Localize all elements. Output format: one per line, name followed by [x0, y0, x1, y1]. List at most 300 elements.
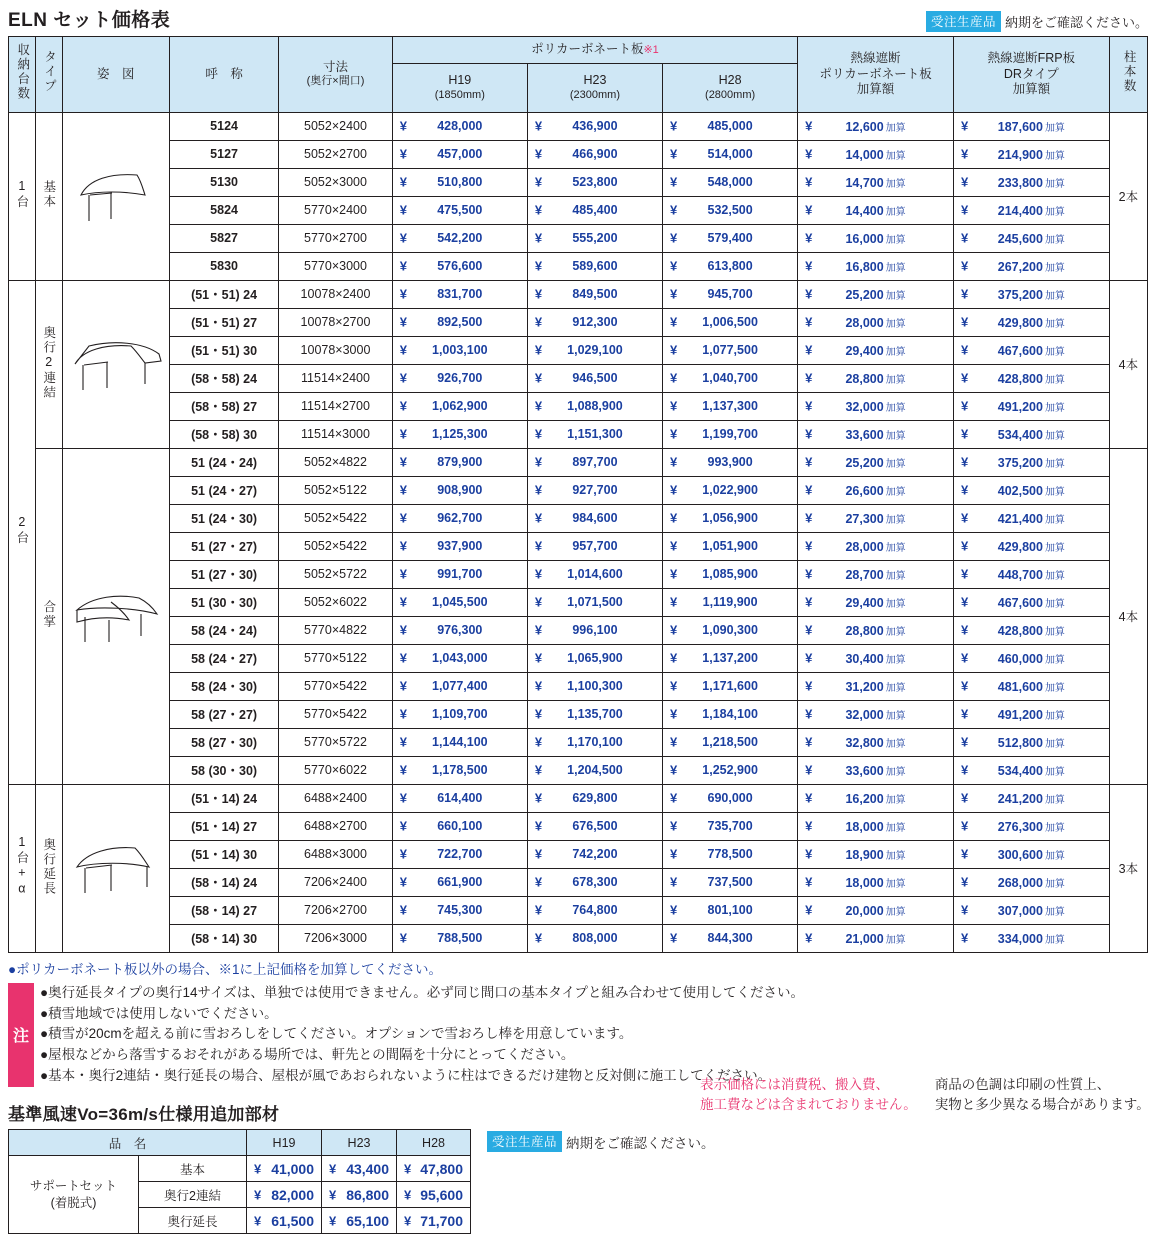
section2-note — [487, 1129, 715, 1152]
cell-add-heat-poly: ¥ 28,000 加算 — [798, 308, 954, 336]
table-row — [9, 588, 1148, 616]
cell-capacity: 2台 — [9, 280, 36, 784]
table-row — [9, 364, 1148, 392]
cell-add-heat-frp: ¥ 334,000 加算 — [953, 924, 1109, 952]
support-row — [9, 1156, 471, 1182]
cell-price-h28: ¥ 737,500 — [663, 868, 798, 896]
cell-dimension: 5770×5722 — [279, 728, 392, 756]
caution-item: ●積雪地域では使用しないでください。 — [40, 1005, 278, 1021]
cell-add-heat-frp: ¥ 534,400 加算 — [953, 756, 1109, 784]
cell-price-h23: ¥ 678,300 — [527, 868, 662, 896]
cell-price-h19: ¥ 745,300 — [392, 896, 527, 924]
table-row — [9, 532, 1148, 560]
caution-list — [34, 983, 804, 1088]
cell-price-h28: ¥ 579,400 — [663, 224, 798, 252]
cell-add-heat-poly: ¥ 29,400 加算 — [798, 336, 954, 364]
cell-dimension: 5770×2700 — [279, 224, 392, 252]
cell-name: (58・58) 27 — [169, 392, 278, 420]
cell-price-h23: ¥ 485,400 — [527, 196, 662, 224]
th-heat-frp: 熱線遮断FRP板 DRタイプ 加算額 — [953, 37, 1109, 113]
cell-dimension: 5052×5722 — [279, 560, 392, 588]
cell-name: (51・14) 30 — [169, 840, 278, 868]
cell-price-h28: ¥ 532,500 — [663, 196, 798, 224]
table-row — [9, 560, 1148, 588]
cell-price-h19: ¥ 1,144,100 — [392, 728, 527, 756]
cell-add-heat-poly: ¥ 33,600 加算 — [798, 756, 954, 784]
th-name: 呼 称 — [169, 37, 278, 113]
cell-add-heat-frp: ¥ 307,000 加算 — [953, 896, 1109, 924]
cell-price-h23: ¥ 1,135,700 — [527, 700, 662, 728]
cell-price-h28: ¥ 690,000 — [663, 784, 798, 812]
cell-name: 51 (24・27) — [169, 476, 278, 504]
cell-add-heat-frp: ¥ 460,000 加算 — [953, 644, 1109, 672]
cell-dimension: 11514×2700 — [279, 392, 392, 420]
table-row — [9, 420, 1148, 448]
status-badge: 受注生産品 — [926, 11, 1001, 32]
th-heat-poly: 熱線遮断 ポリカーボネート板 加算額 — [798, 37, 954, 113]
cell-name: 5827 — [169, 224, 278, 252]
cell-name: (58・14) 27 — [169, 896, 278, 924]
cell-add-heat-poly: ¥ 28,800 加算 — [798, 616, 954, 644]
cell-dimension: 6488×2400 — [279, 784, 392, 812]
caution-item: ●奥行延長タイプの奥行14サイズは、単独では使用できません。必ず同じ間口の基本タイプと組み合わせて使用してください。 — [40, 984, 805, 1000]
cell-add-heat-frp: ¥ 276,300 加算 — [953, 812, 1109, 840]
cell-price-h19: ¥ 788,500 — [392, 924, 527, 952]
cell-price-h19: ¥ 1,178,500 — [392, 756, 527, 784]
cell-dimension: 10078×2400 — [279, 280, 392, 308]
th-sup-h23: H23 — [322, 1130, 397, 1156]
th-dimension: 寸法 (奥行×間口) — [279, 37, 392, 113]
cell-pillars: 2本 — [1109, 112, 1147, 280]
cell-name: 51 (24・24) — [169, 448, 278, 476]
support-set-body — [9, 1156, 471, 1234]
cell-add-heat-frp: ¥ 491,200 加算 — [953, 392, 1109, 420]
cell-price-h28: ¥ 844,300 — [663, 924, 798, 952]
cell-price-h23: ¥ 523,800 — [527, 168, 662, 196]
cell-name: 51 (27・27) — [169, 532, 278, 560]
poly-note-text: ●ポリカーボネート板以外の場合、※1に上記価格を加算してください。 — [8, 961, 443, 977]
cell-name: 58 (27・30) — [169, 728, 278, 756]
cell-type: 合掌 — [35, 448, 62, 784]
cell-name: 5830 — [169, 252, 278, 280]
cell-dimension: 5052×2700 — [279, 140, 392, 168]
cell-dimension: 5770×6022 — [279, 756, 392, 784]
cell-price-h23: ¥ 555,200 — [527, 224, 662, 252]
cell-add-heat-frp: ¥ 429,800 加算 — [953, 532, 1109, 560]
cell-pillars: 3本 — [1109, 784, 1147, 952]
table-row — [9, 896, 1148, 924]
cell-price-h28: ¥ 485,000 — [663, 112, 798, 140]
cell-dimension: 7206×2400 — [279, 868, 392, 896]
cell-price-h19: ¥ 457,000 — [392, 140, 527, 168]
cell-price-h23: ¥ 1,065,900 — [527, 644, 662, 672]
cell-add-heat-frp: ¥ 214,400 加算 — [953, 196, 1109, 224]
cell-add-heat-poly: ¥ 25,200 加算 — [798, 280, 954, 308]
cell-price-h19: ¥ 976,300 — [392, 616, 527, 644]
table-row — [9, 784, 1148, 812]
cell-add-heat-poly: ¥ 16,800 加算 — [798, 252, 954, 280]
cell-dimension: 5052×6022 — [279, 588, 392, 616]
cell-price-h28: ¥ 1,171,600 — [663, 672, 798, 700]
cell-dimension: 5052×2400 — [279, 112, 392, 140]
table-row — [9, 868, 1148, 896]
cell-add-heat-poly: ¥ 16,200 加算 — [798, 784, 954, 812]
table-row — [9, 448, 1148, 476]
figure-cell — [62, 112, 169, 280]
cell-price-h23: ¥ 996,100 — [527, 616, 662, 644]
cell-add-heat-frp: ¥ 268,000 加算 — [953, 868, 1109, 896]
cell-add-heat-poly: ¥ 29,400 加算 — [798, 588, 954, 616]
cell-dimension: 5770×4822 — [279, 616, 392, 644]
cell-support-type: 基本 — [139, 1156, 247, 1182]
cell-add-heat-frp: ¥ 429,800 加算 — [953, 308, 1109, 336]
cell-dimension: 5052×5122 — [279, 476, 392, 504]
cell-dimension: 11514×2400 — [279, 364, 392, 392]
cell-price-h19: ¥ 576,600 — [392, 252, 527, 280]
cell-price-h19: ¥ 1,109,700 — [392, 700, 527, 728]
cell-add-heat-poly: ¥ 30,400 加算 — [798, 644, 954, 672]
cell-price-h23: ¥ 436,900 — [527, 112, 662, 140]
table-row — [9, 672, 1148, 700]
cell-price-h19: ¥ 1,045,500 — [392, 588, 527, 616]
cell-add-heat-frp: ¥ 467,600 加算 — [953, 336, 1109, 364]
table-row — [9, 168, 1148, 196]
cell-name: 5124 — [169, 112, 278, 140]
cell-add-heat-poly: ¥ 27,300 加算 — [798, 504, 954, 532]
cell-add-heat-frp: ¥ 428,800 加算 — [953, 616, 1109, 644]
cell-dimension: 5052×3000 — [279, 168, 392, 196]
cell-add-heat-frp: ¥ 245,600 加算 — [953, 224, 1109, 252]
cell-price-h28: ¥ 1,137,200 — [663, 644, 798, 672]
cell-pillars: 4本 — [1109, 280, 1147, 448]
cell-type: 基本 — [35, 112, 62, 280]
cell-price-h28: ¥ 548,000 — [663, 168, 798, 196]
table-row — [9, 700, 1148, 728]
cell-name: (51・14) 27 — [169, 812, 278, 840]
cell-dimension: 5770×5422 — [279, 672, 392, 700]
cell-add-heat-poly: ¥ 14,000 加算 — [798, 140, 954, 168]
cell-add-heat-poly: ¥ 25,200 加算 — [798, 448, 954, 476]
cell-price-h23: ¥ 1,151,300 — [527, 420, 662, 448]
cell-price-h19: ¥ 542,200 — [392, 224, 527, 252]
cell-add-heat-poly: ¥ 16,000 加算 — [798, 224, 954, 252]
footnote-tax: 表示価格には消費税、搬入費、 施工費などは含まれておりません。 — [700, 1077, 917, 1113]
cell-name: (58・58) 24 — [169, 364, 278, 392]
cell-add-heat-poly: ¥ 18,000 加算 — [798, 812, 954, 840]
table-row — [9, 644, 1148, 672]
cell-dimension: 10078×3000 — [279, 336, 392, 364]
section2-wrap — [8, 1129, 1148, 1234]
cell-name: 58 (24・30) — [169, 672, 278, 700]
cell-name: 5824 — [169, 196, 278, 224]
cell-price-h28: ¥ 801,100 — [663, 896, 798, 924]
cell-dimension: 7206×3000 — [279, 924, 392, 952]
cell-name: 58 (24・27) — [169, 644, 278, 672]
table-row — [9, 476, 1148, 504]
cell-price-h23: ¥ 1,170,100 — [527, 728, 662, 756]
cell-support-set-label: サポートセット (着脱式) — [9, 1156, 139, 1234]
cell-price-h28: ¥ 1,199,700 — [663, 420, 798, 448]
cell-support-h28: ¥ 95,600 — [397, 1182, 471, 1208]
table-row — [9, 140, 1148, 168]
cell-add-heat-poly: ¥ 32,800 加算 — [798, 728, 954, 756]
cell-add-heat-frp: ¥ 512,800 加算 — [953, 728, 1109, 756]
cell-name: (51・51) 24 — [169, 280, 278, 308]
th-item-name: 品 名 — [9, 1130, 247, 1156]
status-badge-2: 受注生産品 — [487, 1131, 562, 1152]
table-row — [9, 812, 1148, 840]
cell-add-heat-poly: ¥ 28,700 加算 — [798, 560, 954, 588]
cell-name: 51 (30・30) — [169, 588, 278, 616]
cell-price-h23: ¥ 946,500 — [527, 364, 662, 392]
cell-price-h23: ¥ 808,000 — [527, 924, 662, 952]
cell-add-heat-poly: ¥ 21,000 加算 — [798, 924, 954, 952]
cell-support-h28: ¥ 71,700 — [397, 1208, 471, 1234]
cell-price-h23: ¥ 1,088,900 — [527, 392, 662, 420]
cell-name: 5130 — [169, 168, 278, 196]
th-sup-h19: H19 — [247, 1130, 322, 1156]
cell-add-heat-frp: ¥ 421,400 加算 — [953, 504, 1109, 532]
cell-dimension: 5770×2400 — [279, 196, 392, 224]
table-row — [9, 392, 1148, 420]
delivery-note: 納期をご確認ください。 — [1004, 15, 1148, 30]
cell-support-type: 奥行延長 — [139, 1208, 247, 1234]
cell-name: (58・14) 30 — [169, 924, 278, 952]
cell-price-h19: ¥ 510,800 — [392, 168, 527, 196]
cell-add-heat-poly: ¥ 28,800 加算 — [798, 364, 954, 392]
price-table — [8, 36, 1148, 953]
cell-price-h19: ¥ 1,003,100 — [392, 336, 527, 364]
cell-support-type: 奥行2連結 — [139, 1182, 247, 1208]
cell-price-h28: ¥ 778,500 — [663, 840, 798, 868]
th-type: タイプ — [35, 37, 62, 113]
title-row — [8, 6, 1148, 32]
cell-price-h23: ¥ 849,500 — [527, 280, 662, 308]
poly-note-line — [8, 958, 1148, 978]
cell-add-heat-poly: ¥ 20,000 加算 — [798, 896, 954, 924]
cell-name: 5127 — [169, 140, 278, 168]
th-h28: H28 (2800mm) — [663, 63, 798, 112]
cell-add-heat-frp: ¥ 375,200 加算 — [953, 448, 1109, 476]
table-row — [9, 924, 1148, 952]
table-row — [9, 280, 1148, 308]
cell-add-heat-poly: ¥ 14,400 加算 — [798, 196, 954, 224]
cell-add-heat-poly: ¥ 31,200 加算 — [798, 672, 954, 700]
cell-price-h19: ¥ 1,062,900 — [392, 392, 527, 420]
cell-add-heat-frp: ¥ 187,600 加算 — [953, 112, 1109, 140]
cell-add-heat-poly: ¥ 33,600 加算 — [798, 420, 954, 448]
cell-price-h23: ¥ 912,300 — [527, 308, 662, 336]
cell-dimension: 5052×5422 — [279, 532, 392, 560]
cell-name: 58 (30・30) — [169, 756, 278, 784]
cell-name: 51 (24・30) — [169, 504, 278, 532]
cell-name: 58 (27・27) — [169, 700, 278, 728]
cell-name: 58 (24・24) — [169, 616, 278, 644]
cell-add-heat-frp: ¥ 467,600 加算 — [953, 588, 1109, 616]
caution-block — [8, 983, 1148, 1088]
cell-price-h28: ¥ 1,056,900 — [663, 504, 798, 532]
figure-cell — [62, 280, 169, 448]
table-row — [9, 252, 1148, 280]
figure-cell — [62, 784, 169, 952]
cell-price-h28: ¥ 613,800 — [663, 252, 798, 280]
cell-dimension: 6488×2700 — [279, 812, 392, 840]
cell-name: 51 (27・30) — [169, 560, 278, 588]
cell-add-heat-frp: ¥ 491,200 加算 — [953, 700, 1109, 728]
th-sup-h28: H28 — [397, 1130, 471, 1156]
cell-price-h19: ¥ 1,043,000 — [392, 644, 527, 672]
support-set-table — [8, 1129, 471, 1234]
cell-add-heat-frp: ¥ 267,200 加算 — [953, 252, 1109, 280]
cell-price-h23: ¥ 1,100,300 — [527, 672, 662, 700]
cell-add-heat-poly: ¥ 32,000 加算 — [798, 392, 954, 420]
cell-price-h23: ¥ 1,014,600 — [527, 560, 662, 588]
th-figure: 姿 図 — [62, 37, 169, 113]
table-row — [9, 840, 1148, 868]
cell-price-h19: ¥ 991,700 — [392, 560, 527, 588]
cell-price-h23: ¥ 984,600 — [527, 504, 662, 532]
cell-price-h28: ¥ 1,006,500 — [663, 308, 798, 336]
cell-price-h19: ¥ 475,500 — [392, 196, 527, 224]
cell-price-h19: ¥ 926,700 — [392, 364, 527, 392]
cell-price-h19: ¥ 660,100 — [392, 812, 527, 840]
cell-name: (51・51) 27 — [169, 308, 278, 336]
cell-dimension: 5770×3000 — [279, 252, 392, 280]
cell-price-h23: ¥ 1,204,500 — [527, 756, 662, 784]
cell-pillars: 4本 — [1109, 448, 1147, 784]
cell-price-h19: ¥ 962,700 — [392, 504, 527, 532]
cell-price-h28: ¥ 735,700 — [663, 812, 798, 840]
cell-price-h19: ¥ 908,900 — [392, 476, 527, 504]
figure-cell — [62, 448, 169, 784]
th-poly-group: ポリカーボネート板※1 — [392, 37, 797, 64]
cell-add-heat-frp: ¥ 481,600 加算 — [953, 672, 1109, 700]
cell-dimension: 5052×5422 — [279, 504, 392, 532]
cell-dimension: 7206×2700 — [279, 896, 392, 924]
cell-type: 奥行延長 — [35, 784, 62, 952]
cell-price-h23: ¥ 897,700 — [527, 448, 662, 476]
caution-tag: 注 — [8, 983, 34, 1088]
cell-dimension: 11514×3000 — [279, 420, 392, 448]
section2-title: 基準風速Vo=36m/s仕様用追加部材 — [8, 1105, 280, 1125]
table-row — [9, 504, 1148, 532]
cell-price-h19: ¥ 661,900 — [392, 868, 527, 896]
cell-price-h19: ¥ 1,077,400 — [392, 672, 527, 700]
cell-add-heat-poly: ¥ 26,600 加算 — [798, 476, 954, 504]
table-row — [9, 336, 1148, 364]
cell-price-h23: ¥ 764,800 — [527, 896, 662, 924]
footnote-color: 商品の色調は印刷の性質上、 実物と多少異なる場合があります。 — [934, 1077, 1150, 1113]
cell-price-h23: ¥ 957,700 — [527, 532, 662, 560]
cell-price-h19: ¥ 428,000 — [392, 112, 527, 140]
caution-item: ●屋根などから落雪するおそれがある場所では、軒先との間隔を十分にとってください。 — [40, 1047, 575, 1063]
cell-price-h28: ¥ 993,900 — [663, 448, 798, 476]
cell-price-h28: ¥ 1,137,300 — [663, 392, 798, 420]
cell-price-h23: ¥ 1,071,500 — [527, 588, 662, 616]
cell-add-heat-poly: ¥ 14,700 加算 — [798, 168, 954, 196]
cell-add-heat-frp: ¥ 214,900 加算 — [953, 140, 1109, 168]
table-row — [9, 728, 1148, 756]
cell-dimension: 5770×5422 — [279, 700, 392, 728]
cell-price-h19: ¥ 879,900 — [392, 448, 527, 476]
cell-price-h28: ¥ 945,700 — [663, 280, 798, 308]
cell-add-heat-poly: ¥ 18,900 加算 — [798, 840, 954, 868]
cell-add-heat-poly: ¥ 18,000 加算 — [798, 868, 954, 896]
cell-add-heat-poly: ¥ 12,600 加算 — [798, 112, 954, 140]
cell-price-h28: ¥ 514,000 — [663, 140, 798, 168]
price-table-body — [9, 112, 1148, 952]
cell-support-h19: ¥ 61,500 — [247, 1208, 322, 1234]
cell-name: (51・51) 30 — [169, 336, 278, 364]
cell-add-heat-poly: ¥ 28,000 加算 — [798, 532, 954, 560]
cell-name: (58・58) 30 — [169, 420, 278, 448]
cell-price-h19: ¥ 831,700 — [392, 280, 527, 308]
cell-price-h19: ¥ 722,700 — [392, 840, 527, 868]
th-h19: H19 (1850mm) — [392, 63, 527, 112]
caution-item: ●基本・奥行2連結・奥行延長の場合、屋根が風であおられないように柱はできるだけ建物と反対側に施工してください。 — [40, 1068, 772, 1084]
cell-price-h28: ¥ 1,090,300 — [663, 616, 798, 644]
footnotes — [700, 1075, 1150, 1116]
cell-add-heat-frp: ¥ 534,400 加算 — [953, 420, 1109, 448]
table-row — [9, 756, 1148, 784]
cell-capacity: 1台 — [9, 112, 36, 280]
cell-price-h19: ¥ 1,125,300 — [392, 420, 527, 448]
cell-price-h19: ¥ 937,900 — [392, 532, 527, 560]
cell-dimension: 5770×5122 — [279, 644, 392, 672]
table-row — [9, 196, 1148, 224]
cell-add-heat-poly: ¥ 32,000 加算 — [798, 700, 954, 728]
cell-support-h28: ¥ 47,800 — [397, 1156, 471, 1182]
cell-add-heat-frp: ¥ 375,200 加算 — [953, 280, 1109, 308]
cell-price-h28: ¥ 1,077,500 — [663, 336, 798, 364]
cell-type: 奥行2連結 — [35, 280, 62, 448]
cell-price-h23: ¥ 927,700 — [527, 476, 662, 504]
cell-price-h23: ¥ 676,500 — [527, 812, 662, 840]
cell-name: (58・14) 24 — [169, 868, 278, 896]
cell-price-h28: ¥ 1,252,900 — [663, 756, 798, 784]
table-row — [9, 616, 1148, 644]
cell-add-heat-frp: ¥ 241,200 加算 — [953, 784, 1109, 812]
cell-name: (51・14) 24 — [169, 784, 278, 812]
cell-dimension: 10078×2700 — [279, 308, 392, 336]
th-capacity: 収納台数 — [9, 37, 36, 113]
cell-price-h23: ¥ 589,600 — [527, 252, 662, 280]
cell-price-h23: ¥ 1,029,100 — [527, 336, 662, 364]
cell-capacity: 1台+α — [9, 784, 36, 952]
th-h23: H23 (2300mm) — [527, 63, 662, 112]
page-title: ELN セット価格表 — [8, 10, 171, 31]
cell-support-h19: ¥ 41,000 — [247, 1156, 322, 1182]
cell-price-h28: ¥ 1,085,900 — [663, 560, 798, 588]
table-row — [9, 112, 1148, 140]
table-row — [9, 224, 1148, 252]
cell-add-heat-frp: ¥ 428,800 加算 — [953, 364, 1109, 392]
cell-price-h23: ¥ 629,800 — [527, 784, 662, 812]
caution-item: ●積雪が20cmを超える前に雪おろしをしてください。オプションで雪おろし棒を用意しています。 — [40, 1026, 633, 1042]
cell-price-h28: ¥ 1,184,100 — [663, 700, 798, 728]
cell-add-heat-frp: ¥ 300,600 加算 — [953, 840, 1109, 868]
cell-price-h28: ¥ 1,051,900 — [663, 532, 798, 560]
cell-price-h28: ¥ 1,218,500 — [663, 728, 798, 756]
cell-support-h23: ¥ 86,800 — [322, 1182, 397, 1208]
cell-support-h23: ¥ 65,100 — [322, 1208, 397, 1234]
cell-add-heat-frp: ¥ 402,500 加算 — [953, 476, 1109, 504]
cell-add-heat-frp: ¥ 448,700 加算 — [953, 560, 1109, 588]
cell-price-h19: ¥ 614,400 — [392, 784, 527, 812]
cell-price-h28: ¥ 1,119,900 — [663, 588, 798, 616]
cell-dimension: 6488×3000 — [279, 840, 392, 868]
cell-price-h23: ¥ 466,900 — [527, 140, 662, 168]
